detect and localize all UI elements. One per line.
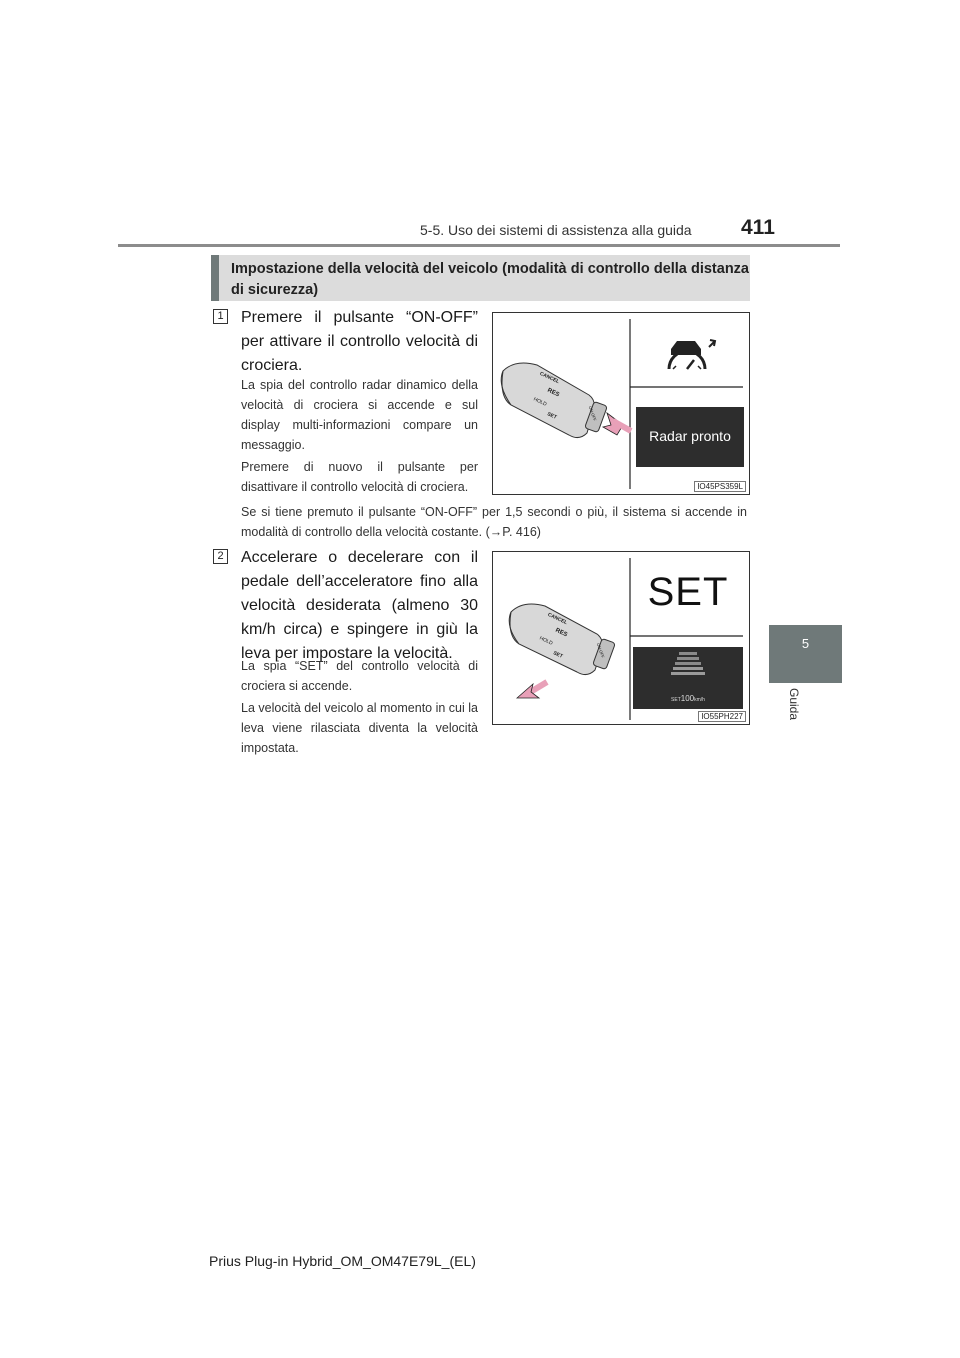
lever-label-on-off: ON-OFF	[587, 405, 598, 422]
lever-label-res: RES	[554, 627, 569, 639]
figure-code: IO55PH227	[698, 711, 746, 722]
chapter-number: 5	[801, 636, 810, 651]
section-heading-box	[211, 255, 750, 301]
lever-label-cancel: CANCEL	[546, 611, 569, 627]
display-set-speed	[653, 688, 723, 706]
footer-document-id: Prius Plug-in Hybrid_OM_OM47E79L_(EL)	[209, 1253, 476, 1269]
step-description: Premere di nuovo il pulsante per disattivare il controllo velocità di crociera.	[241, 460, 478, 494]
section-title: Impostazione della velocità del veicolo (modalità di controllo della distanza di sicurezza)	[231, 261, 749, 298]
display-speed-value: 100	[680, 694, 695, 703]
running-header-section: 5-5. Uso dei sistemi di assistenza alla guida	[420, 222, 692, 238]
step-description: La spia “SET” del controllo velocità di crociera si accende.	[241, 659, 478, 693]
figure-code: IO45PS359L	[694, 481, 746, 492]
lever-label-on-off: ON-OFF	[595, 642, 606, 659]
figure-lever-radar-ready	[492, 312, 750, 495]
display-message: Radar pronto	[649, 428, 731, 444]
step-note: Se si tiene premuto il pulsante “ON-OFF” per 1,5 secondi o più, il sistema si accende in modalità di controllo della velocità costante. (→P. 416)	[241, 505, 747, 539]
lever-label-res: RES	[546, 387, 561, 399]
figure-lever-set	[492, 551, 750, 725]
lever-label-set: SET	[552, 650, 564, 660]
step-description: La spia del controllo radar dinamico della velocità di crociera si accende e sul display multi-informazioni compare un messaggio.	[241, 378, 478, 452]
step-number-badge: 1	[213, 309, 228, 324]
chapter-label: Guida	[787, 688, 801, 721]
lever-label-cancel: CANCEL	[538, 370, 561, 386]
step-instruction: Premere il pulsante “ON-OFF” per attivare il controllo velocità di crociera.	[241, 309, 478, 374]
set-indicator: SET	[647, 570, 729, 614]
page-number: 411	[741, 216, 775, 239]
lever-illustration	[493, 313, 751, 496]
lever-label-hold: HOLD	[538, 635, 554, 647]
lever-label-hold: HOLD	[532, 396, 548, 408]
header-rule	[118, 244, 840, 247]
step-number-badge: 2	[213, 549, 228, 564]
cruise-radar-icon	[669, 340, 715, 369]
lever-label-set: SET	[546, 411, 558, 421]
chapter-tab	[769, 625, 842, 683]
step-instruction: Accelerare o decelerare con il pedale dell’acceleratore fino alla velocità desiderata (almeno 30 km/h circa) e spingere in giù la leva per impostare la velocità.	[241, 549, 478, 662]
display-speed-unit: km/h	[694, 697, 705, 703]
step-description: La velocità del veicolo al momento in cui la leva viene rilasciata diventa la velocità impostata.	[241, 701, 478, 755]
display-set-label: SET	[671, 697, 681, 703]
